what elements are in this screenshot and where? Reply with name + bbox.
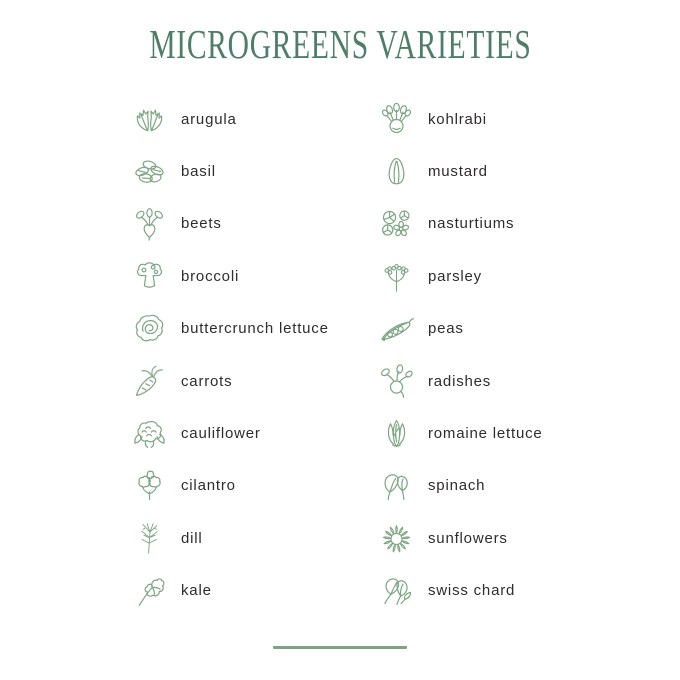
- list-item: [130, 565, 370, 617]
- item-label: cilantro: [181, 477, 236, 495]
- mustard-icon: [377, 152, 415, 192]
- cilantro-icon: [130, 466, 168, 506]
- romaine-lettuce-icon: [377, 414, 415, 454]
- list-item: [130, 355, 370, 407]
- list-item: [377, 250, 622, 302]
- item-label: mustard: [428, 163, 488, 181]
- kohlrabi-icon: [377, 99, 415, 139]
- list-item: [377, 407, 622, 459]
- item-label: kohlrabi: [428, 110, 487, 128]
- list-item: [130, 460, 370, 512]
- sunflowers-icon: [377, 518, 415, 558]
- list-item: [377, 198, 622, 250]
- beets-icon: [130, 204, 168, 244]
- item-label: romaine lettuce: [428, 425, 543, 443]
- list-item: [377, 93, 622, 145]
- list-item: [130, 93, 370, 145]
- list-item: [130, 198, 370, 250]
- list-item: [377, 303, 622, 355]
- varieties-list-right: [377, 93, 622, 617]
- arugula-icon: [130, 99, 168, 139]
- cauliflower-icon: [130, 414, 168, 454]
- basil-icon: [130, 152, 168, 192]
- list-item: [377, 355, 622, 407]
- peas-icon: [377, 309, 415, 349]
- parsley-icon: [377, 256, 415, 296]
- item-label: nasturtiums: [428, 215, 515, 233]
- item-label: sunflowers: [428, 529, 508, 547]
- broccoli-icon: [130, 256, 168, 296]
- item-label: buttercrunch lettuce: [181, 320, 329, 338]
- buttercrunch-lettuce-icon: [130, 309, 168, 349]
- item-label: cauliflower: [181, 425, 261, 443]
- item-label: swiss chard: [428, 582, 516, 600]
- swiss-chard-icon: [377, 571, 415, 611]
- list-item: [130, 250, 370, 302]
- list-item: [130, 145, 370, 197]
- radishes-icon: [377, 361, 415, 401]
- nasturtiums-icon: [377, 204, 415, 244]
- item-label: parsley: [428, 267, 482, 285]
- list-item: [130, 303, 370, 355]
- item-label: peas: [428, 320, 464, 338]
- spinach-icon: [377, 466, 415, 506]
- item-label: arugula: [181, 110, 237, 128]
- item-label: kale: [181, 582, 212, 600]
- list-item: [377, 145, 622, 197]
- item-label: broccoli: [181, 267, 240, 285]
- item-label: beets: [181, 215, 222, 233]
- footer-divider: [273, 646, 407, 649]
- item-label: basil: [181, 163, 216, 181]
- item-label: spinach: [428, 477, 486, 495]
- list-item: [377, 565, 622, 617]
- list-item: [377, 460, 622, 512]
- item-label: dill: [181, 529, 203, 547]
- header: [0, 20, 680, 68]
- dill-icon: [130, 518, 168, 558]
- carrots-icon: [130, 361, 168, 401]
- varieties-list-left: [130, 93, 370, 617]
- list-item: [130, 512, 370, 564]
- kale-icon: [130, 571, 168, 611]
- list-item: [130, 407, 370, 459]
- list-item: [377, 512, 622, 564]
- item-label: radishes: [428, 372, 492, 390]
- item-label: carrots: [181, 372, 233, 390]
- page-title: MICROGREENS VARIETIES: [148, 21, 532, 67]
